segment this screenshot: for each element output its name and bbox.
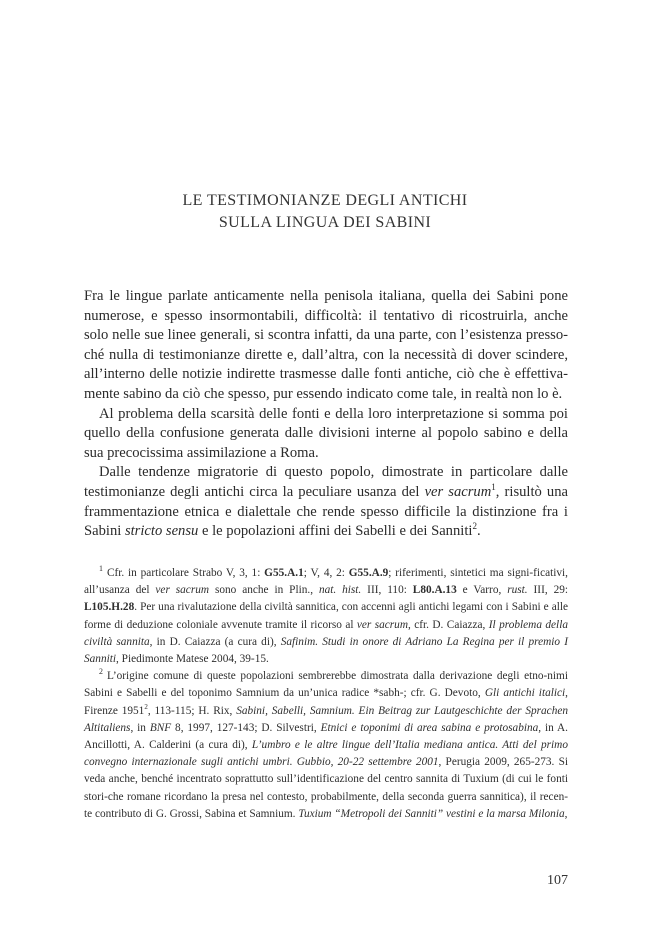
text-run: , in A. Ancillotti, A. Calderini (a cura di), bbox=[84, 721, 569, 752]
chapter-title-line-2: SULLA LINGUA DEI SABINI bbox=[218, 214, 432, 231]
book-title: Il problema della civiltà sannita bbox=[84, 618, 568, 648]
italic-term: rust. bbox=[507, 584, 528, 597]
book-title: Gli antichi italici bbox=[484, 687, 566, 700]
footnotes bbox=[84, 565, 568, 823]
text-run: ; riferimenti, sintetici ma signi-ficativi, all’usanza del bbox=[84, 567, 568, 597]
text-run: . Per una rivalutazione della civiltà sannitica, con accenni agli antichi legami con i Sabini e alle forme di deduzione coloniale avvenute tramite il ricorso al bbox=[84, 601, 568, 631]
text-run: , 113-115; H. Rix, bbox=[147, 704, 237, 717]
paragraph-3 bbox=[84, 463, 568, 541]
edition-superscript: 2 bbox=[144, 702, 148, 711]
italic-term: ver sacrum bbox=[356, 618, 408, 631]
footnote-1 bbox=[84, 565, 568, 668]
text-run: e le popolazioni affini dei Sabelli e dei Sanniti bbox=[198, 523, 473, 540]
footnote-ref-2[interactable]: 2 bbox=[472, 521, 477, 532]
book-title: L’umbro e le altre lingue dell’Italia mediana antica. Atti del primo convegno internazionale sugli antichi umbri. Gubbio, 20-22 settembre 2001 bbox=[84, 739, 568, 769]
text-run: , Firenze 1951 bbox=[84, 687, 568, 717]
source-ref: L80.A.13 bbox=[412, 584, 457, 597]
footnote-ref-1[interactable]: 1 bbox=[491, 482, 496, 493]
italic-term: ver sacrum bbox=[155, 584, 210, 597]
main-text bbox=[84, 287, 568, 542]
paragraph-2: Al problema della scarsità delle fonti e della loro interpretazione si somma poi quello della confusione generata dalle divisioni interne al popolo sabino e della sua precocissima assimilazione a Roma. bbox=[84, 405, 568, 461]
book-title: Sabini, Sabelli, Samnium. Ein Beitrag zur Lautgeschichte der Sprachen Altitaliens bbox=[84, 704, 569, 734]
text-run: 8, 1997, 127-143; D. Silvestri, bbox=[171, 721, 321, 734]
italic-term: nat. hist. bbox=[318, 584, 362, 597]
page-number: 107 bbox=[547, 873, 568, 888]
text-run: , in D. Caiazza (a cura di), bbox=[149, 635, 281, 648]
book-title: Tuxium “Metropoli dei Sanniti” vestini e la marsa Milonia bbox=[298, 807, 565, 820]
footnote-number: 2 bbox=[99, 667, 103, 677]
footnote-number: 1 bbox=[99, 564, 103, 574]
text-run: ; V, 4, 2: bbox=[303, 567, 349, 579]
text-run: . bbox=[476, 523, 481, 540]
italic-term: ver sacrum bbox=[424, 483, 492, 500]
text-run: , in bbox=[130, 721, 150, 734]
book-title: Etnici e toponimi di area sabina e protosabina bbox=[320, 721, 539, 734]
text-run: e Varro, bbox=[456, 584, 508, 597]
text-run: , Perugia 2009, 265-273. Si veda anche, benché incentrato soprattutto sull’identificazione del centro sannita di Tuxium (di cui le fonti stori-che romane ricordano la presa nel contesto, probabilmente, della seconda guerra sannitica), il recen-te contributo di G. Grossi, Sabina et Samnium. bbox=[84, 756, 569, 820]
text-run: , bbox=[564, 807, 568, 820]
footnote-2 bbox=[84, 668, 568, 823]
text-run: , risultò una frammentazione etnica e dialettale che rende spesso difficile la distinzione fra i Sabini bbox=[84, 483, 568, 540]
source-ref: G55.A.1 bbox=[264, 567, 304, 579]
text-run: III, 29: bbox=[527, 584, 569, 597]
paragraph-1: Fra le lingue parlate anticamente nella penisola italiana, quella dei Sabini pone numerose, e spesso insormontabili, difficoltà: il tentativo di ricostruirla, anche solo nelle sue linee generali, si scontra infatti, da una parte, con l’esistenza presso-ché nulla di testimonianze dirette e, dall’altra, con la necessità di dover scindere, all’interno delle notizie indirette trasmesse dalle fonti antiche, ciò che è effettiva-mente sabino da ciò che spesso, pur essendo indicato come tale, in realtà non lo è. bbox=[84, 288, 568, 402]
text-run: L’origine comune di queste popolazioni sembrerebbe dimostrata dalla derivazione degli etno-nimi Sabini e Sabelli e del toponimo Samnium da un’unica radice *sabh-; cfr. G. Devoto, bbox=[84, 670, 568, 700]
text-run: III, 110: bbox=[361, 584, 413, 597]
source-ref: G55.A.9 bbox=[348, 567, 389, 579]
text-run: sono anche in Plin., bbox=[209, 584, 319, 597]
book-title: Safinim. Studi in onore di Adriano La Regina per il premio I Sanniti bbox=[84, 635, 568, 666]
text-run: Dalle tendenze migratorie di questo popolo, dimostrate in particolare dalle testimonianze degli antichi circa la peculiare usanza del bbox=[84, 464, 568, 500]
text-run: Cfr. in particolare Strabo V, 3, 1: bbox=[106, 567, 265, 579]
text-run: , cfr. D. Caiazza, bbox=[408, 618, 489, 631]
italic-term: stricto sensu bbox=[124, 523, 199, 540]
journal-title: BNF bbox=[149, 721, 172, 734]
text-run: , Piedimonte Matese 2004, 39-15. bbox=[116, 653, 269, 666]
chapter-title-line-1: LE TESTIMONIANZE DEGLI ANTICHI bbox=[182, 192, 468, 209]
source-ref: L105.H.28 bbox=[84, 601, 135, 614]
